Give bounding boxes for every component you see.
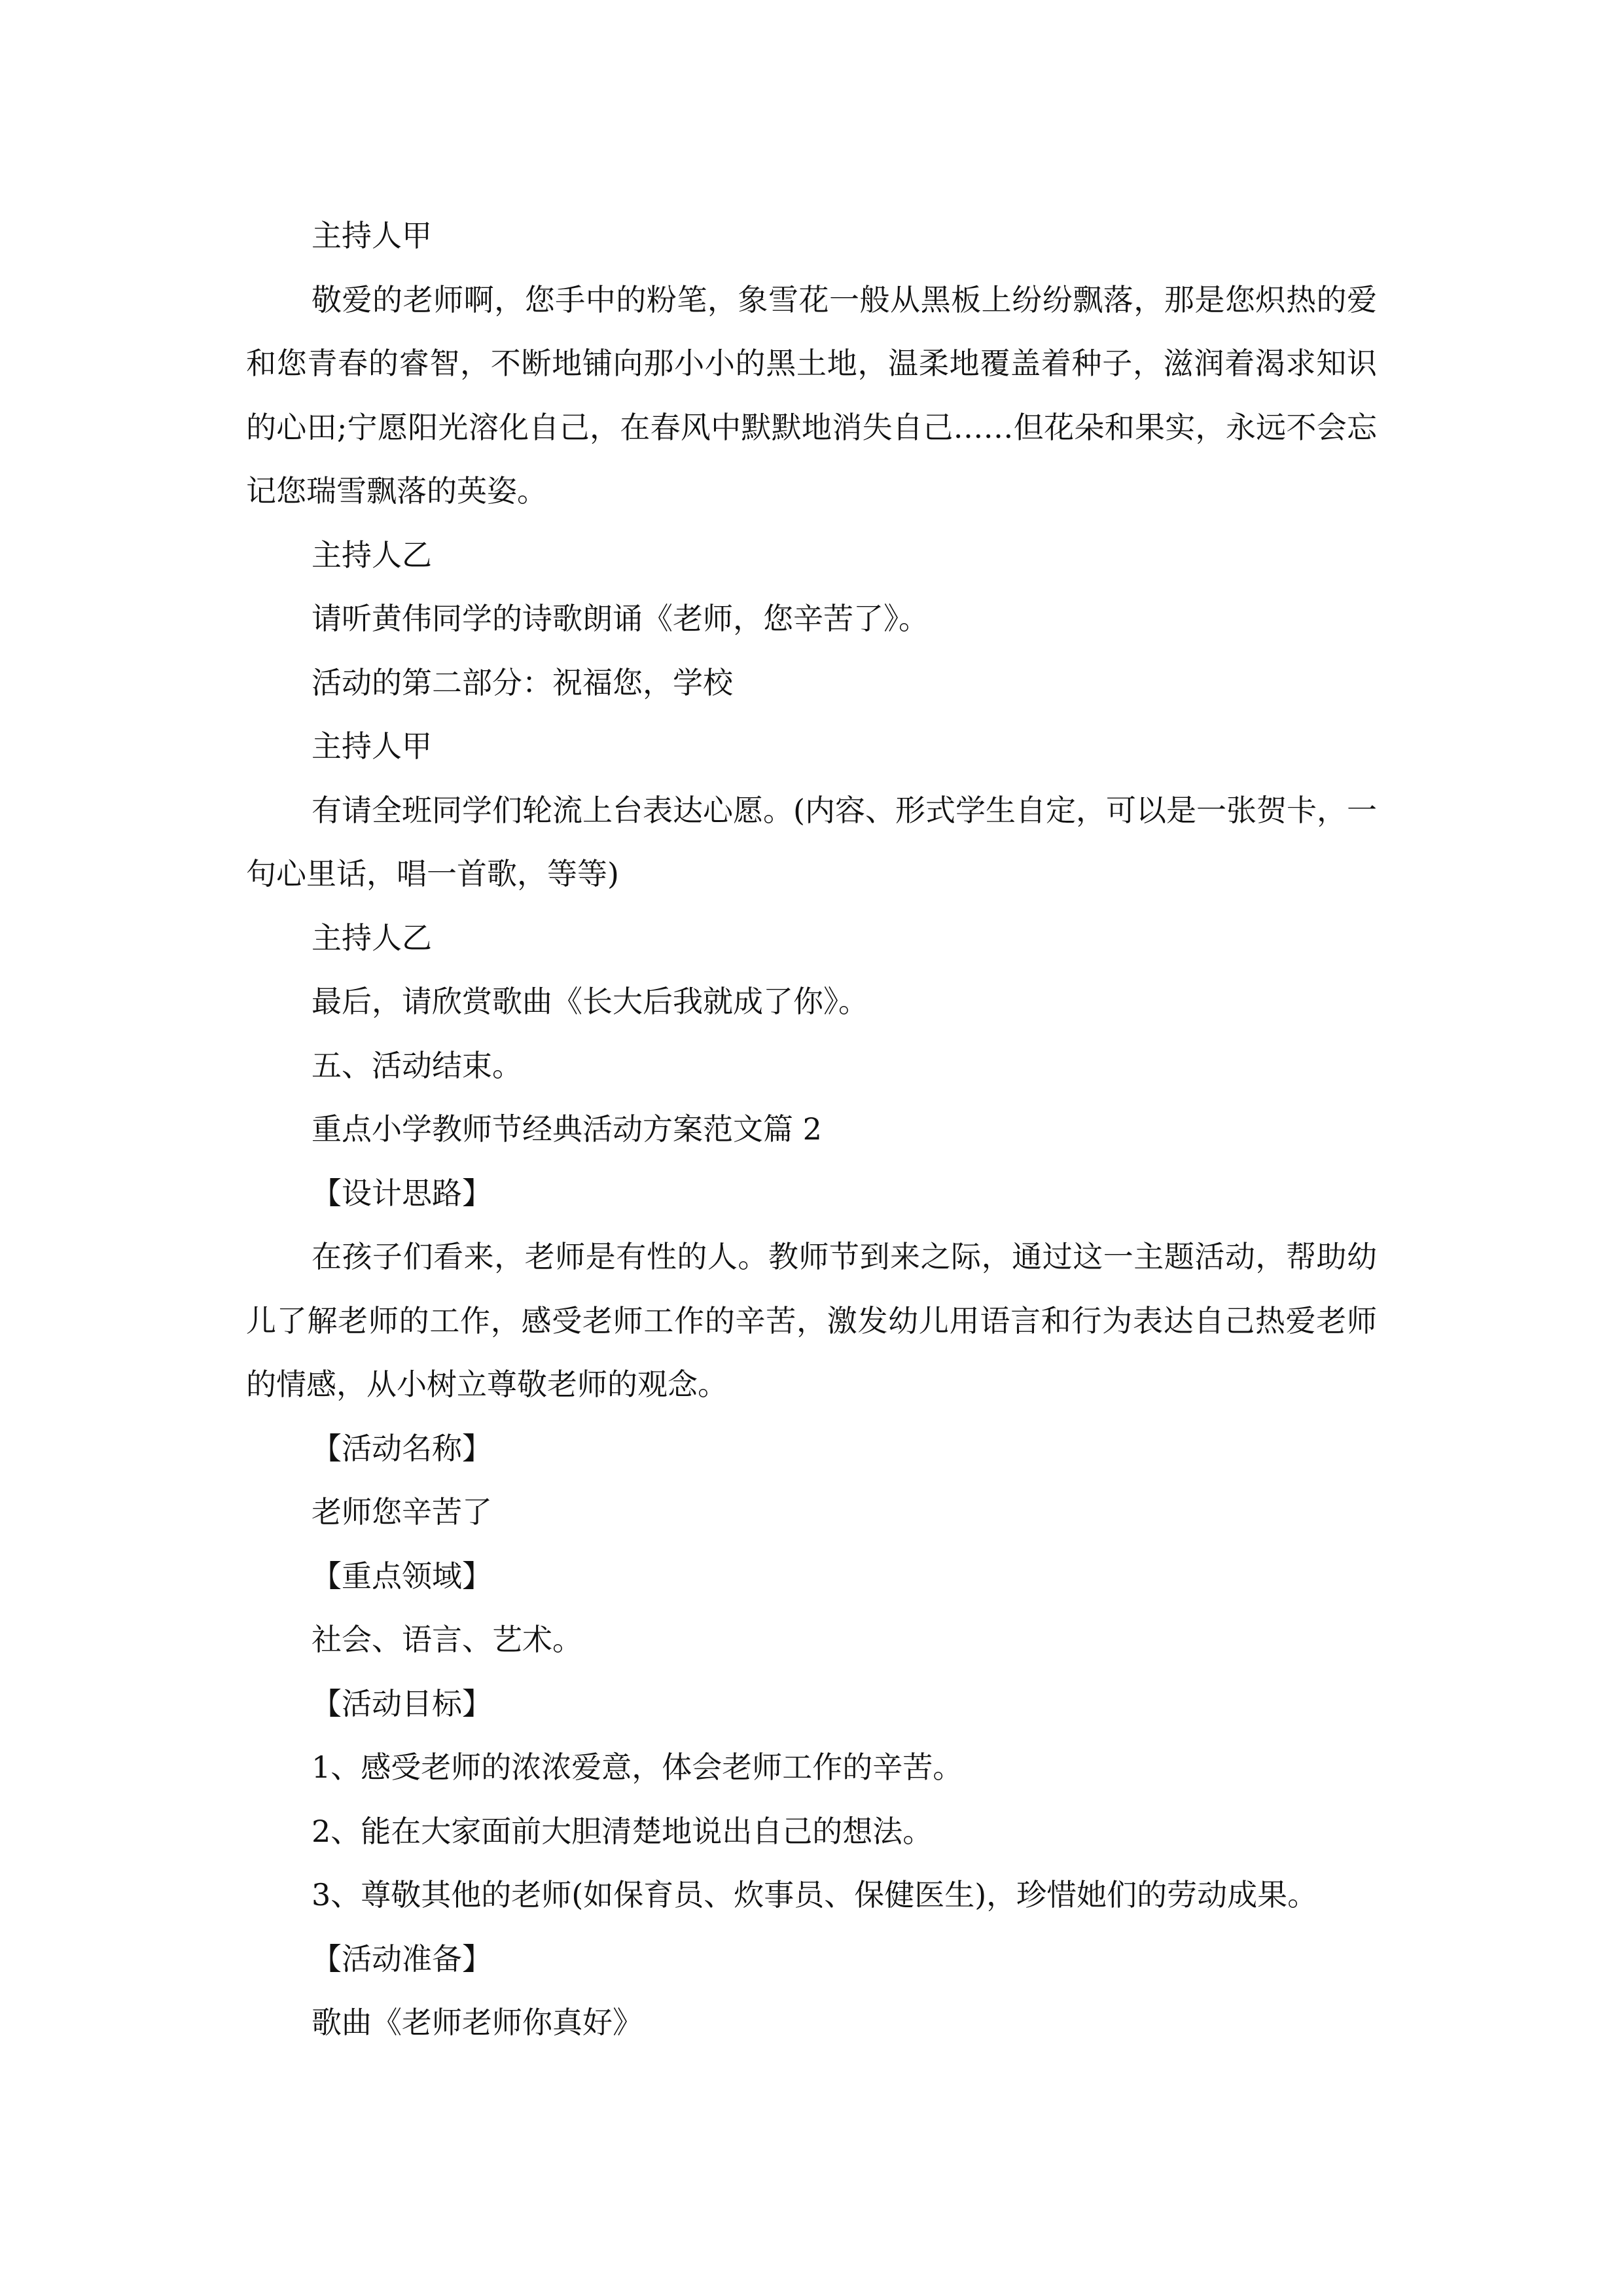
paragraph-part-two: 活动的第二部分：祝福您，学校 <box>312 664 733 700</box>
heading-activity-preparation: 【活动准备】 <box>312 1941 492 1977</box>
section-title: 重点小学教师节经典活动方案范文篇 2 <box>312 1111 822 1147</box>
paragraph-host-b-2: 主持人乙 <box>312 920 432 956</box>
heading-activity-name: 【活动名称】 <box>312 1430 492 1466</box>
document-body <box>246 204 1377 2055</box>
paragraph-class-wishes: 有请全班同学们轮流上台表达心愿。(内容、形式学生自定，可以是一张贺卡，一句心里话，唱一首歌，等等) <box>246 792 1377 891</box>
paragraph-activity-end: 五、活动结束。 <box>312 1047 522 1083</box>
paragraph-tribute-text: 敬爱的老师啊，您手中的粉笔，象雪花一般从黑板上纷纷飘落，那是您炽热的爱和您青春的睿智，不断地铺向那小小的黑土地，温柔地覆盖着种子，滋润着渴求知识的心田;宁愿阳光溶化自己，在春风中默默地消失自己……但花朵和果实，永远不会忘记您瑞雪飘落的英姿。 <box>246 281 1377 509</box>
goal-item-3: 3、尊敬其他的老师(如保育员、炊事员、保健医生)，珍惜她们的劳动成果。 <box>312 1877 1318 1912</box>
paragraph-activity-name: 老师您辛苦了 <box>312 1494 492 1530</box>
goal-item-2: 2、能在大家面前大胆清楚地说出自己的想法。 <box>312 1813 933 1849</box>
paragraph-preparation-song: 歌曲《老师老师你真好》 <box>312 2005 643 2040</box>
paragraph-host-b-1: 主持人乙 <box>312 537 432 573</box>
paragraph-host-a-1: 主持人甲 <box>312 218 432 253</box>
goal-item-1: 1、感受老师的浓浓爱意，体会老师工作的辛苦。 <box>312 1749 963 1785</box>
paragraph-design-idea: 在孩子们看来，老师是有性的人。教师节到来之际，通过这一主题活动，帮助幼儿了解老师的工作，感受老师工作的辛苦，激发幼儿用语言和行为表达自己热爱老师的情感，从小树立尊敬老师的观念。 <box>246 1239 1377 1402</box>
paragraph-host-a-2: 主持人甲 <box>312 728 432 764</box>
heading-design-idea: 【设计思路】 <box>312 1175 492 1211</box>
heading-key-areas: 【重点领域】 <box>312 1558 492 1594</box>
paragraph-poem-recital: 请听黄伟同学的诗歌朗诵《老师，您辛苦了》。 <box>312 601 929 636</box>
paragraph-final-song: 最后，请欣赏歌曲《长大后我就成了你》。 <box>312 984 868 1019</box>
heading-activity-goals: 【活动目标】 <box>312 1685 492 1721</box>
paragraph-key-areas: 社会、语言、艺术。 <box>312 1622 582 1657</box>
